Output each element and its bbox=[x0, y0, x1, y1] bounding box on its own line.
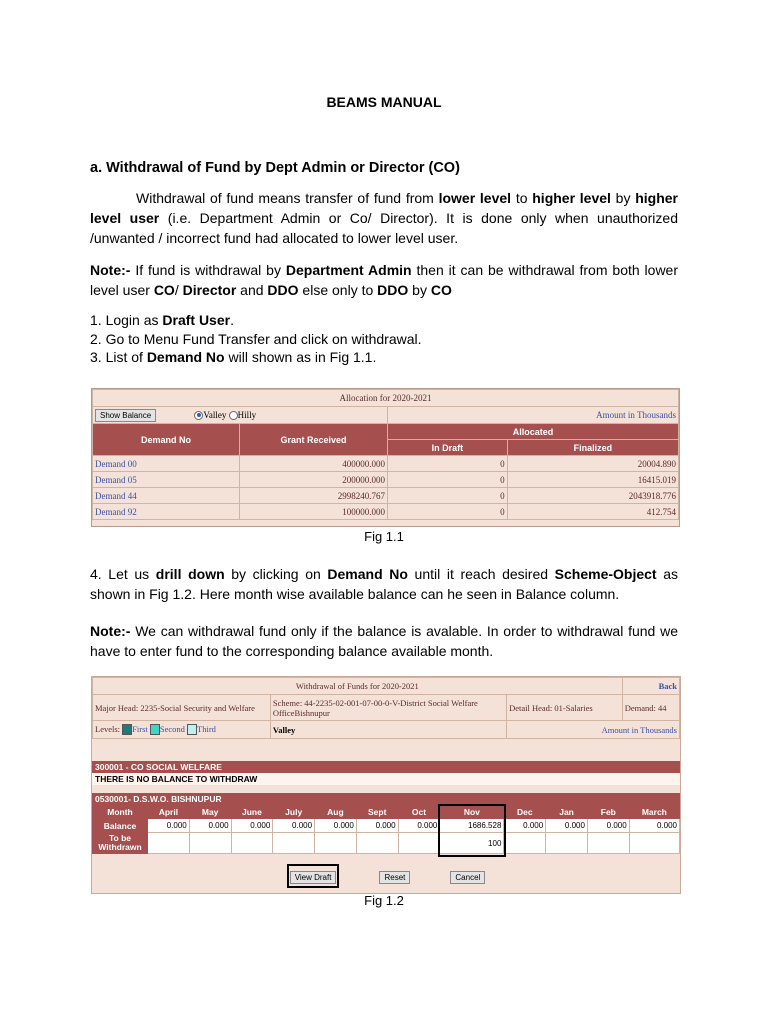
amount-note: Amount in Thousands bbox=[388, 407, 679, 424]
document-title: BEAMS MANUAL bbox=[326, 94, 442, 110]
demand-link[interactable]: Demand 44 bbox=[93, 488, 240, 504]
figure-allocation-table bbox=[91, 388, 680, 527]
balance-cell: 0.000 bbox=[189, 819, 231, 833]
balance-cell: 0.000 bbox=[148, 819, 190, 833]
swatch-second bbox=[150, 724, 160, 735]
step-2: 2. Go to Menu Fund Transfer and click on withdrawal. bbox=[90, 330, 422, 347]
month-aug: Aug bbox=[315, 806, 357, 819]
office-co-banner: 300001 - CO SOCIAL WELFARE bbox=[92, 761, 680, 773]
note-2-paragraph: Note:- We can withdrawal fund only if the balance is avalable. In order to withdrawal fund we have to enter fund to the corresponding balance available month. bbox=[90, 623, 678, 659]
month-may: May bbox=[189, 806, 231, 819]
balance-cell: 0.000 bbox=[315, 819, 357, 833]
withdraw-input[interactable] bbox=[587, 833, 629, 854]
fig2-header: Withdrawal of Funds for 2020-2021 bbox=[93, 678, 623, 695]
withdraw-input[interactable] bbox=[629, 833, 679, 854]
month-sept: Sept bbox=[356, 806, 398, 819]
month-jan: Jan bbox=[546, 806, 588, 819]
no-balance-message: THERE IS NO BALANCE TO WITHDRAW bbox=[92, 773, 680, 785]
withdraw-input[interactable] bbox=[546, 833, 588, 854]
demand-link[interactable]: Demand 92 bbox=[93, 504, 240, 520]
valley-label: Valley bbox=[203, 409, 227, 420]
balance-cell: 0.000 bbox=[546, 819, 588, 833]
view-draft-highlight bbox=[287, 864, 340, 888]
withdraw-input[interactable] bbox=[504, 833, 546, 854]
fig1-header: Allocation for 2020-2021 bbox=[93, 390, 679, 407]
balance-cell: 0.000 bbox=[629, 819, 679, 833]
show-balance-button[interactable]: Show Balance bbox=[95, 409, 156, 422]
balance-cell: 0.000 bbox=[231, 819, 273, 833]
region-label: Valley bbox=[270, 721, 506, 739]
figure-withdrawal-form bbox=[91, 676, 681, 894]
withdraw-input[interactable] bbox=[273, 833, 315, 854]
col-grant-received: Grant Received bbox=[240, 424, 388, 456]
withdraw-input[interactable] bbox=[315, 833, 357, 854]
demand-link[interactable]: Demand 05 bbox=[93, 472, 240, 488]
col-in-draft: In Draft bbox=[388, 440, 508, 456]
col-allocated: Allocated bbox=[388, 424, 679, 440]
office-dswo-banner: 0530001- D.S.W.O. BISHNUPUR bbox=[92, 793, 680, 805]
fig2-caption: Fig 1.2 bbox=[364, 893, 404, 908]
step-1: 1. Login as Draft User. bbox=[90, 312, 234, 328]
fig1-caption: Fig 1.1 bbox=[364, 529, 404, 544]
back-link[interactable]: Back bbox=[622, 678, 679, 695]
table-row: Demand 00 400000.000 0 20004.890 bbox=[93, 456, 679, 472]
view-draft-button[interactable]: View Draft bbox=[290, 871, 337, 884]
month-dec: Dec bbox=[504, 806, 546, 819]
balance-cell: 1686.528 bbox=[440, 819, 504, 833]
col-demand-no: Demand No bbox=[93, 424, 240, 456]
withdraw-input[interactable] bbox=[398, 833, 440, 854]
demand-link[interactable]: Demand 00 bbox=[93, 456, 240, 472]
table-row: Demand 44 2998240.767 0 2043918.776 bbox=[93, 488, 679, 504]
balance-cell: 0.000 bbox=[504, 819, 546, 833]
table-row: Demand 05 200000.000 0 16415.019 bbox=[93, 472, 679, 488]
month-header: Month bbox=[93, 806, 148, 819]
balance-cell: 0.000 bbox=[273, 819, 315, 833]
balance-header: Balance bbox=[93, 819, 148, 833]
month-april: April bbox=[148, 806, 190, 819]
swatch-third bbox=[187, 724, 197, 735]
withdraw-input[interactable]: 100 bbox=[440, 833, 504, 854]
month-nov: Nov bbox=[440, 806, 504, 819]
steps-list bbox=[90, 311, 678, 367]
withdraw-input[interactable] bbox=[356, 833, 398, 854]
reset-button[interactable]: Reset bbox=[379, 871, 410, 884]
step-4-paragraph: 4. Let us drill down by clicking on Demand No until it reach desired Scheme-Object as shown in Fig 1.2. Here month wise available balance can he seen in Balance column. bbox=[90, 566, 679, 602]
month-balance-grid bbox=[92, 805, 680, 854]
demand-label: Demand: 44 bbox=[622, 695, 679, 721]
amount-note-2: Amount in Thousands bbox=[507, 721, 680, 739]
detail-head: Detail Head: 01-Salaries bbox=[507, 695, 623, 721]
swatch-first bbox=[122, 724, 132, 735]
levels-legend: Levels: First Second Third bbox=[93, 721, 271, 739]
hilly-radio[interactable] bbox=[229, 411, 238, 420]
scheme: Scheme: 44-2235-02-001-07-00-0-V-District Social Welfare OfficeBishnupur bbox=[270, 695, 506, 721]
withdraw-header: To be Withdrawn bbox=[93, 833, 148, 854]
form-actions bbox=[92, 864, 680, 888]
balance-cell: 0.000 bbox=[398, 819, 440, 833]
month-oct: Oct bbox=[398, 806, 440, 819]
cancel-button[interactable]: Cancel bbox=[450, 871, 485, 884]
table-row: Demand 92 100000.000 0 412.754 bbox=[93, 504, 679, 520]
step-3: 3. List of Demand No will shown as in Fig 1.1. bbox=[90, 349, 377, 365]
section-heading: a. Withdrawal of Fund by Dept Admin or Director (CO) bbox=[90, 160, 460, 176]
balance-cell: 0.000 bbox=[356, 819, 398, 833]
intro-paragraph: Withdrawal of fund means transfer of fund from lower level to higher level by higher level user (i.e. Department Admin or Co/ Director). It is done only when unauthorized /unwanted / incorrect fund had allocated to lower level user. bbox=[90, 190, 678, 246]
note-paragraph: Note:- If fund is withdrawal by Department Admin then it can be withdrawal from both lower level user CO/ Director and DDO else only to DDO by CO bbox=[90, 262, 679, 298]
withdraw-input[interactable] bbox=[148, 833, 190, 854]
balance-cell: 0.000 bbox=[587, 819, 629, 833]
major-head: Major Head: 2235-Social Security and Welfare bbox=[93, 695, 271, 721]
month-july: July bbox=[273, 806, 315, 819]
month-june: June bbox=[231, 806, 273, 819]
month-march: March bbox=[629, 806, 679, 819]
col-finalized: Finalized bbox=[507, 440, 678, 456]
month-feb: Feb bbox=[587, 806, 629, 819]
hilly-label: Hilly bbox=[237, 409, 257, 420]
withdraw-input[interactable] bbox=[231, 833, 273, 854]
withdraw-input[interactable] bbox=[189, 833, 231, 854]
